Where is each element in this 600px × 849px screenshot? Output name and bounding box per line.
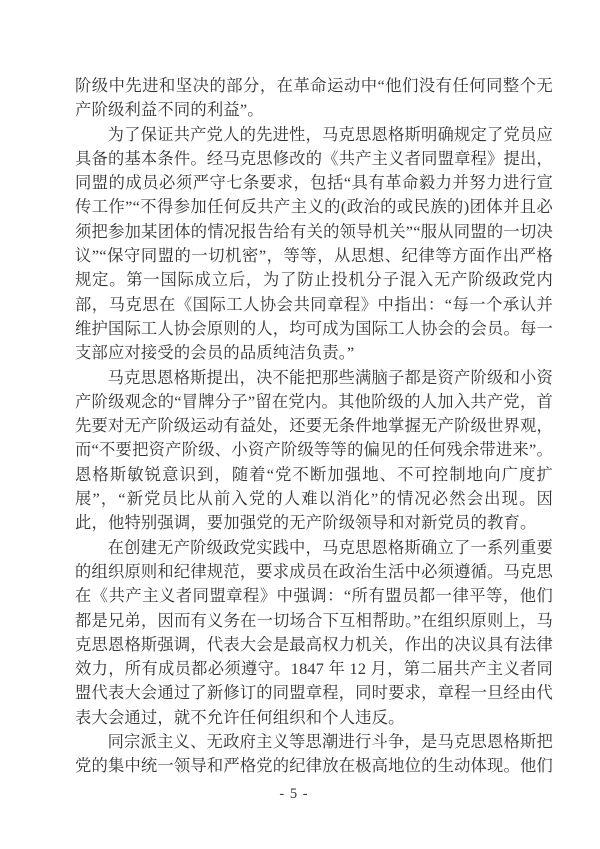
paragraph: 阶级中先进和坚决的部分，在革命运动中“他们没有任何同整个无产阶级利益不同的利益”。 <box>75 76 553 120</box>
paragraph: 马克思恩格斯提出，决不能把那些满脑子都是资产阶级和小资产阶级观念的“冒牌分子”留在党内。其他阶级的人加入共产党，首先要对无产阶级运动有益处，还要无条件地掌握无产阶级世界观，而“不要把资产阶级、小资产阶级等等的偏见的任何残余带进来”。恩格斯敏锐意识到，随着“党不断加强地、不可控制地向广度扩展”，“新党员比从前入党的人难以消化”的情况必然会出现。因此，他特别强调，要加强党的无产阶级领导和对新党员的教育。 <box>75 367 553 533</box>
page-number: - 5 - <box>279 786 309 802</box>
paragraph: 为了保证共产党人的先进性，马克思恩格斯明确规定了党员应具备的基本条件。经马克思修改的《共产主义者同盟章程》提出，同盟的成员必须严守七条要求，包括“具有革命毅力并努力进行宣传工作”“不得参加任何反共产主义的(政治的或民族的)团体并且必须把参加某团体的情况报告给有关的领导机关”“服从同盟的一切决议”“保守同盟的一切机密”，等等，从思想、纪律等方面作出严格规定。第一国际成立后，为了防止投机分子混入无产阶级政党内部，马克思在《国际工人协会共同章程》中指出：“每一个承认并维护国际工人协会原则的人，均可成为国际工人协会的会员。每一支部应对接受的会员的品质纯洁负责。” <box>75 124 553 363</box>
paragraph: 同宗派主义、无政府主义等思潮进行斗争，是马克思恩格斯把党的集中统一领导和严格党的纪律放在极高地位的生动体现。他们 <box>75 732 553 776</box>
paragraph: 在创建无产阶级政党实践中，马克思恩格斯确立了一系列重要的组织原则和纪律规范，要求成员在政治生活中必须遵循。马克思在《共产主义者同盟章程》中强调：“所有盟员都一律平等，他们都是兄弟，因而有义务在一切场合下互相帮助。”在组织原则上，马克思恩格斯强调，代表大会是最高权力机关，作出的决议具有法律效力，所有成员都必须遵守。1847 年 12 月，第二届共产主义者同盟代表大会通过了新修订的同盟章程，同时要求，章程一旦经由代表大会通过，就不允许任何组织和个人违反。 <box>75 537 553 727</box>
document-body <box>75 74 553 779</box>
